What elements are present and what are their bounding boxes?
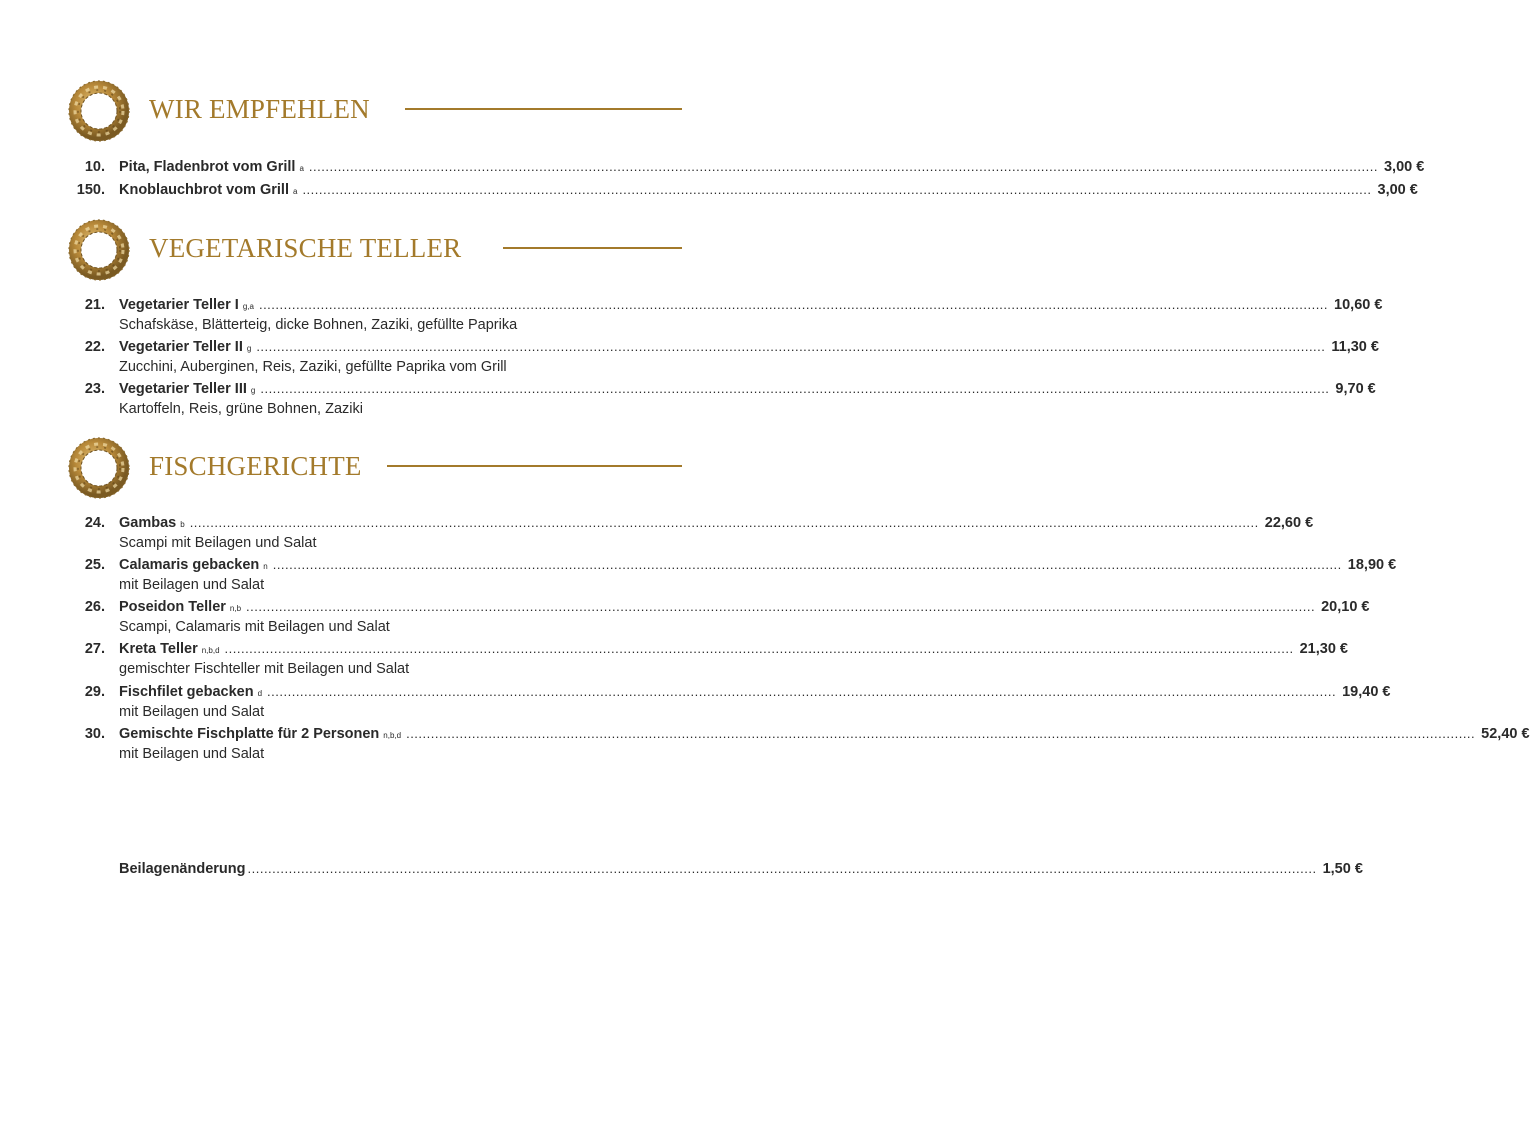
wreath-icon [68,437,130,499]
item-description: gemischter Fischteller mit Beilagen und Salat [119,661,410,677]
item-allergens: a [292,187,298,196]
item-description: Schafskäse, Blätterteig, dicke Bohnen, Zaziki, gefüllte Paprika [119,317,518,333]
section-header-vegetarische-teller [68,219,682,283]
leader-dots: .................................................................................................................................................................................................................................................................... [302,182,1372,197]
item-price: 10,60 € [1334,297,1383,313]
leader-dots: .................................................................................................................................................................................................................................................................... [258,297,1329,312]
item-number: 10. [84,159,105,175]
item-price: 3,00 € [1383,159,1425,175]
item-name: Beilagenänderung [119,861,246,877]
leader-dots: .................................................................................................................................................................................................................................................................... [308,159,1378,174]
section-header-wir-empfehlen [68,80,682,144]
item-description: Scampi, Calamaris mit Beilagen und Salat [119,619,390,635]
item-name: Vegetarier Teller I [119,297,239,313]
item-allergens: n,b,d [383,731,402,740]
item-description: Kartoffeln, Reis, grüne Bohnen, Zaziki [119,401,363,417]
section-title: FISCHGERICHTE [149,451,362,481]
item-number: 29. [84,684,105,700]
item-description: Zucchini, Auberginen, Reis, Zaziki, gefüllte Paprika vom Grill [119,359,507,375]
wreath-icon [68,80,130,142]
item-name: Poseidon Teller [119,599,226,615]
item-name: Calamaris gebacken [119,557,260,573]
item-name: Kreta Teller [119,641,198,657]
item-number: 24. [84,515,105,531]
item-number: 22. [84,339,105,355]
item-number: 30. [84,726,105,742]
section-header-fischgerichte [68,437,682,501]
section-title: WIR EMPFEHLEN [149,94,370,124]
item-allergens: b [180,520,185,529]
item-name: Vegetarier Teller III [119,381,247,397]
item-description: mit Beilagen und Salat [119,577,265,593]
item-name: Gambas [119,515,177,531]
leader-dots: .................................................................................................................................................................................................................................................................... [224,641,1294,656]
item-price: 20,10 € [1321,599,1370,615]
item-description: Scampi mit Beilagen und Salat [119,535,317,551]
item-allergens: n [263,562,268,571]
section-divider [387,465,682,467]
item-description: mit Beilagen und Salat [119,704,265,720]
item-name: Knoblauchbrot vom Grill [119,182,289,198]
item-price: 22,60 € [1264,515,1314,531]
wreath-icon [68,219,130,281]
item-number: 26. [84,599,105,615]
leader-dots: .................................................................................................................................................................................................................................................................... [247,861,1317,876]
item-name: Fischfilet gebacken [119,684,254,700]
item-number: 21. [84,297,105,313]
item-allergens: g [250,386,256,395]
item-allergens: n,b [229,604,242,613]
item-allergens: d [257,689,263,698]
item-price: 11,30 € [1331,339,1379,355]
item-price: 21,30 € [1299,641,1348,657]
leader-dots: .................................................................................................................................................................................................................................................................... [267,684,1337,699]
item-price: 1,50 € [1322,861,1363,877]
item-price: 19,40 € [1342,684,1391,700]
item-price: 9,70 € [1335,381,1376,397]
item-number: 25. [84,557,105,573]
leader-dots: .................................................................................................................................................................................................................................................................... [260,381,1330,396]
item-allergens: g [246,344,252,353]
leader-dots: .................................................................................................................................................................................................................................................................... [256,339,1326,354]
item-number: 23. [84,381,105,397]
section-divider [503,247,682,249]
item-allergens: g,a [242,302,254,311]
leader-dots: .................................................................................................................................................................................................................................................................... [406,726,1476,741]
item-name: Pita, Fladenbrot vom Grill [119,159,296,175]
item-price: 52,40 € [1481,726,1530,742]
section-title: VEGETARISCHE TELLER [149,233,462,263]
item-description: mit Beilagen und Salat [119,746,265,762]
item-name: Vegetarier Teller II [119,339,243,355]
item-name: Gemischte Fischplatte für 2 Personen [119,726,380,742]
item-allergens: n,b,d [201,646,220,655]
item-price: 18,90 € [1347,557,1397,573]
item-allergens: a [299,164,304,173]
item-number: 150. [76,182,105,198]
item-number: 27. [84,641,105,657]
section-divider [405,108,682,110]
leader-dots: .................................................................................................................................................................................................................................................................... [272,557,1342,572]
leader-dots: .................................................................................................................................................................................................................................................................... [246,599,1316,614]
leader-dots: .................................................................................................................................................................................................................................................................... [189,515,1259,530]
item-price: 3,00 € [1377,182,1418,198]
